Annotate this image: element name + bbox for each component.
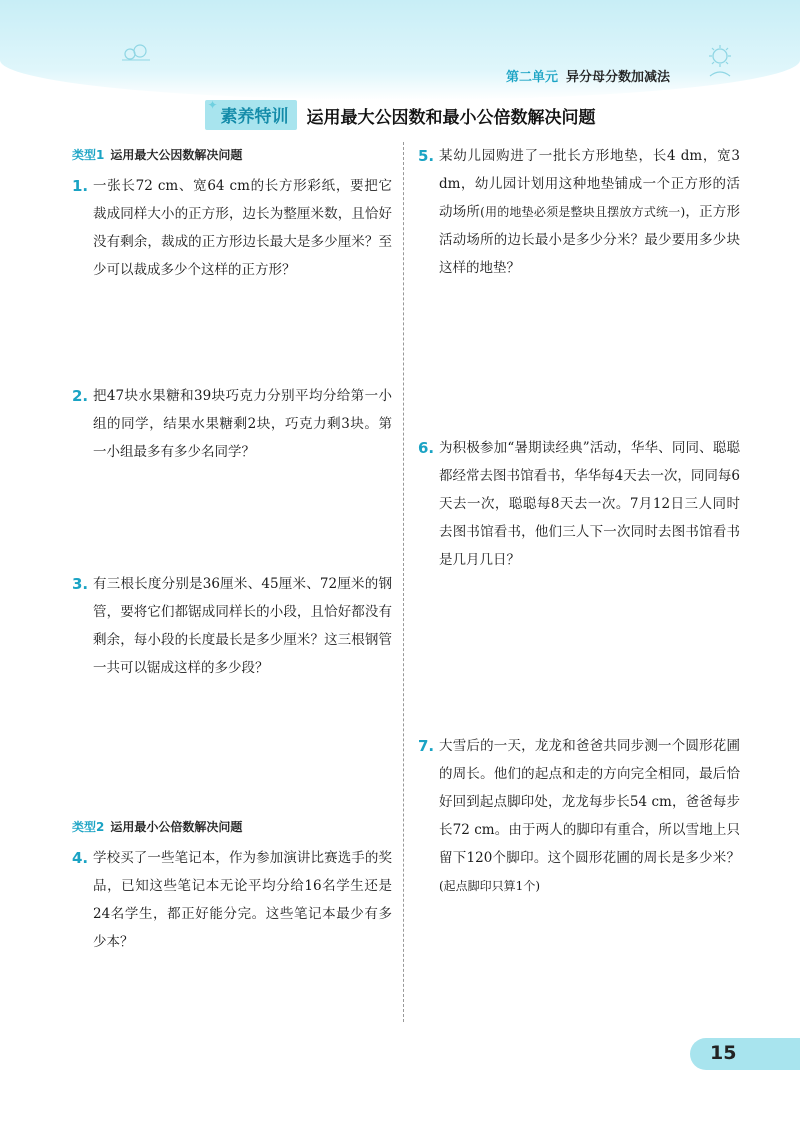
column-divider <box>403 142 404 1022</box>
problem-6 <box>418 434 740 574</box>
problem-note: (起点脚印只算1个) <box>439 879 540 893</box>
problem-2 <box>72 382 392 466</box>
header-band <box>0 0 800 100</box>
problem-number: 6. <box>418 439 435 457</box>
sparkle-icon: ✦ <box>207 98 218 112</box>
flower-deco-icon <box>120 42 152 62</box>
unit-topic: 异分母分数加减法 <box>566 70 671 85</box>
type-title: 运用最大公因数解决问题 <box>110 148 243 162</box>
section-title: 运用最大公因数和最小公倍数解决问题 <box>306 107 596 128</box>
type-heading-2 <box>72 818 242 835</box>
type-heading-1 <box>72 146 242 163</box>
page-number: 15 <box>710 1042 737 1064</box>
problem-note: (用的地垫必须是整块且摆放方式统一) <box>480 205 686 219</box>
problem-text-part: ，正方形活动场所的边长最小是多少分米？最少要用多少块这样的地垫？ <box>439 204 740 276</box>
page-title <box>0 100 800 130</box>
problem-text <box>418 142 740 282</box>
type-tag: 类型1 <box>72 148 105 162</box>
problem-3 <box>72 570 392 682</box>
section-badge-text: 素养特训 <box>220 107 289 127</box>
type-tag: 类型2 <box>72 820 105 834</box>
problem-number: 1. <box>72 177 89 195</box>
problem-text <box>418 732 740 900</box>
problem-4 <box>72 844 392 956</box>
type-title: 运用最小公倍数解决问题 <box>110 820 243 834</box>
problem-5 <box>418 142 740 282</box>
problem-text: 一张长72 cm、宽64 cm的长方形彩纸，要把它裁成同样大小的正方形，边长为整厘米数，且恰好没有剩余，裁成的正方形边长最大是多少厘米？至少可以裁成多少个这样的正方形？ <box>93 178 392 278</box>
problem-text: 学校买了一些笔记本，作为参加演讲比赛选手的奖品，已知这些笔记本无论平均分给16名学生还是24名学生，都正好能分完。这些笔记本最少有多少本？ <box>93 850 392 950</box>
problem-7 <box>418 732 740 900</box>
problem-number: 2. <box>72 387 89 405</box>
problem-text: 有三根长度分别是36厘米、45厘米、72厘米的钢管，要将它们都锯成同样长的小段，且恰好都没有剩余，每小段的长度最长是多少厘米？这三根钢管一共可以锯成这样的多少段？ <box>93 576 392 676</box>
problem-number: 5. <box>418 147 435 165</box>
unit-header <box>506 66 670 85</box>
page-number-tab <box>690 1038 800 1070</box>
problem-number: 4. <box>72 849 89 867</box>
problem-text-part: 某幼儿园购进了一批长方形地垫，长4 dm，宽3 dm，幼儿园计划用这种地垫铺成一个正方形的活动场所 <box>439 148 740 220</box>
section-badge <box>205 100 297 130</box>
problem-1 <box>72 172 392 284</box>
problem-number: 7. <box>418 737 435 755</box>
problem-text: 把47块水果糖和39块巧克力分别平均分给第一小组的同学，结果水果糖剩2块，巧克力剩3块。第一小组最多有多少名同学？ <box>93 388 392 460</box>
problem-text: 为积极参加“暑期读经典”活动，华华、同同、聪聪都经常去图书馆看书，华华每4天去一次，同同每6天去一次，聪聪每8天去一次。7月12日三人同时去图书馆看书，他们三人下一次同时去图书馆看书是几月几日？ <box>439 440 740 568</box>
problem-number: 3. <box>72 575 89 593</box>
sun-deco-icon <box>706 44 734 78</box>
problem-text-part: 大雪后的一天，龙龙和爸爸共同步测一个圆形花圃的周长。他们的起点和走的方向完全相同，最后恰好回到起点脚印处，龙龙每步长54 cm，爸爸每步长72 cm。由于两人的脚印有重合，所以雪地上只留下120个脚印。这个圆形花圃的周长是多少米？ <box>439 738 740 866</box>
unit-label: 第二单元 <box>506 70 559 85</box>
